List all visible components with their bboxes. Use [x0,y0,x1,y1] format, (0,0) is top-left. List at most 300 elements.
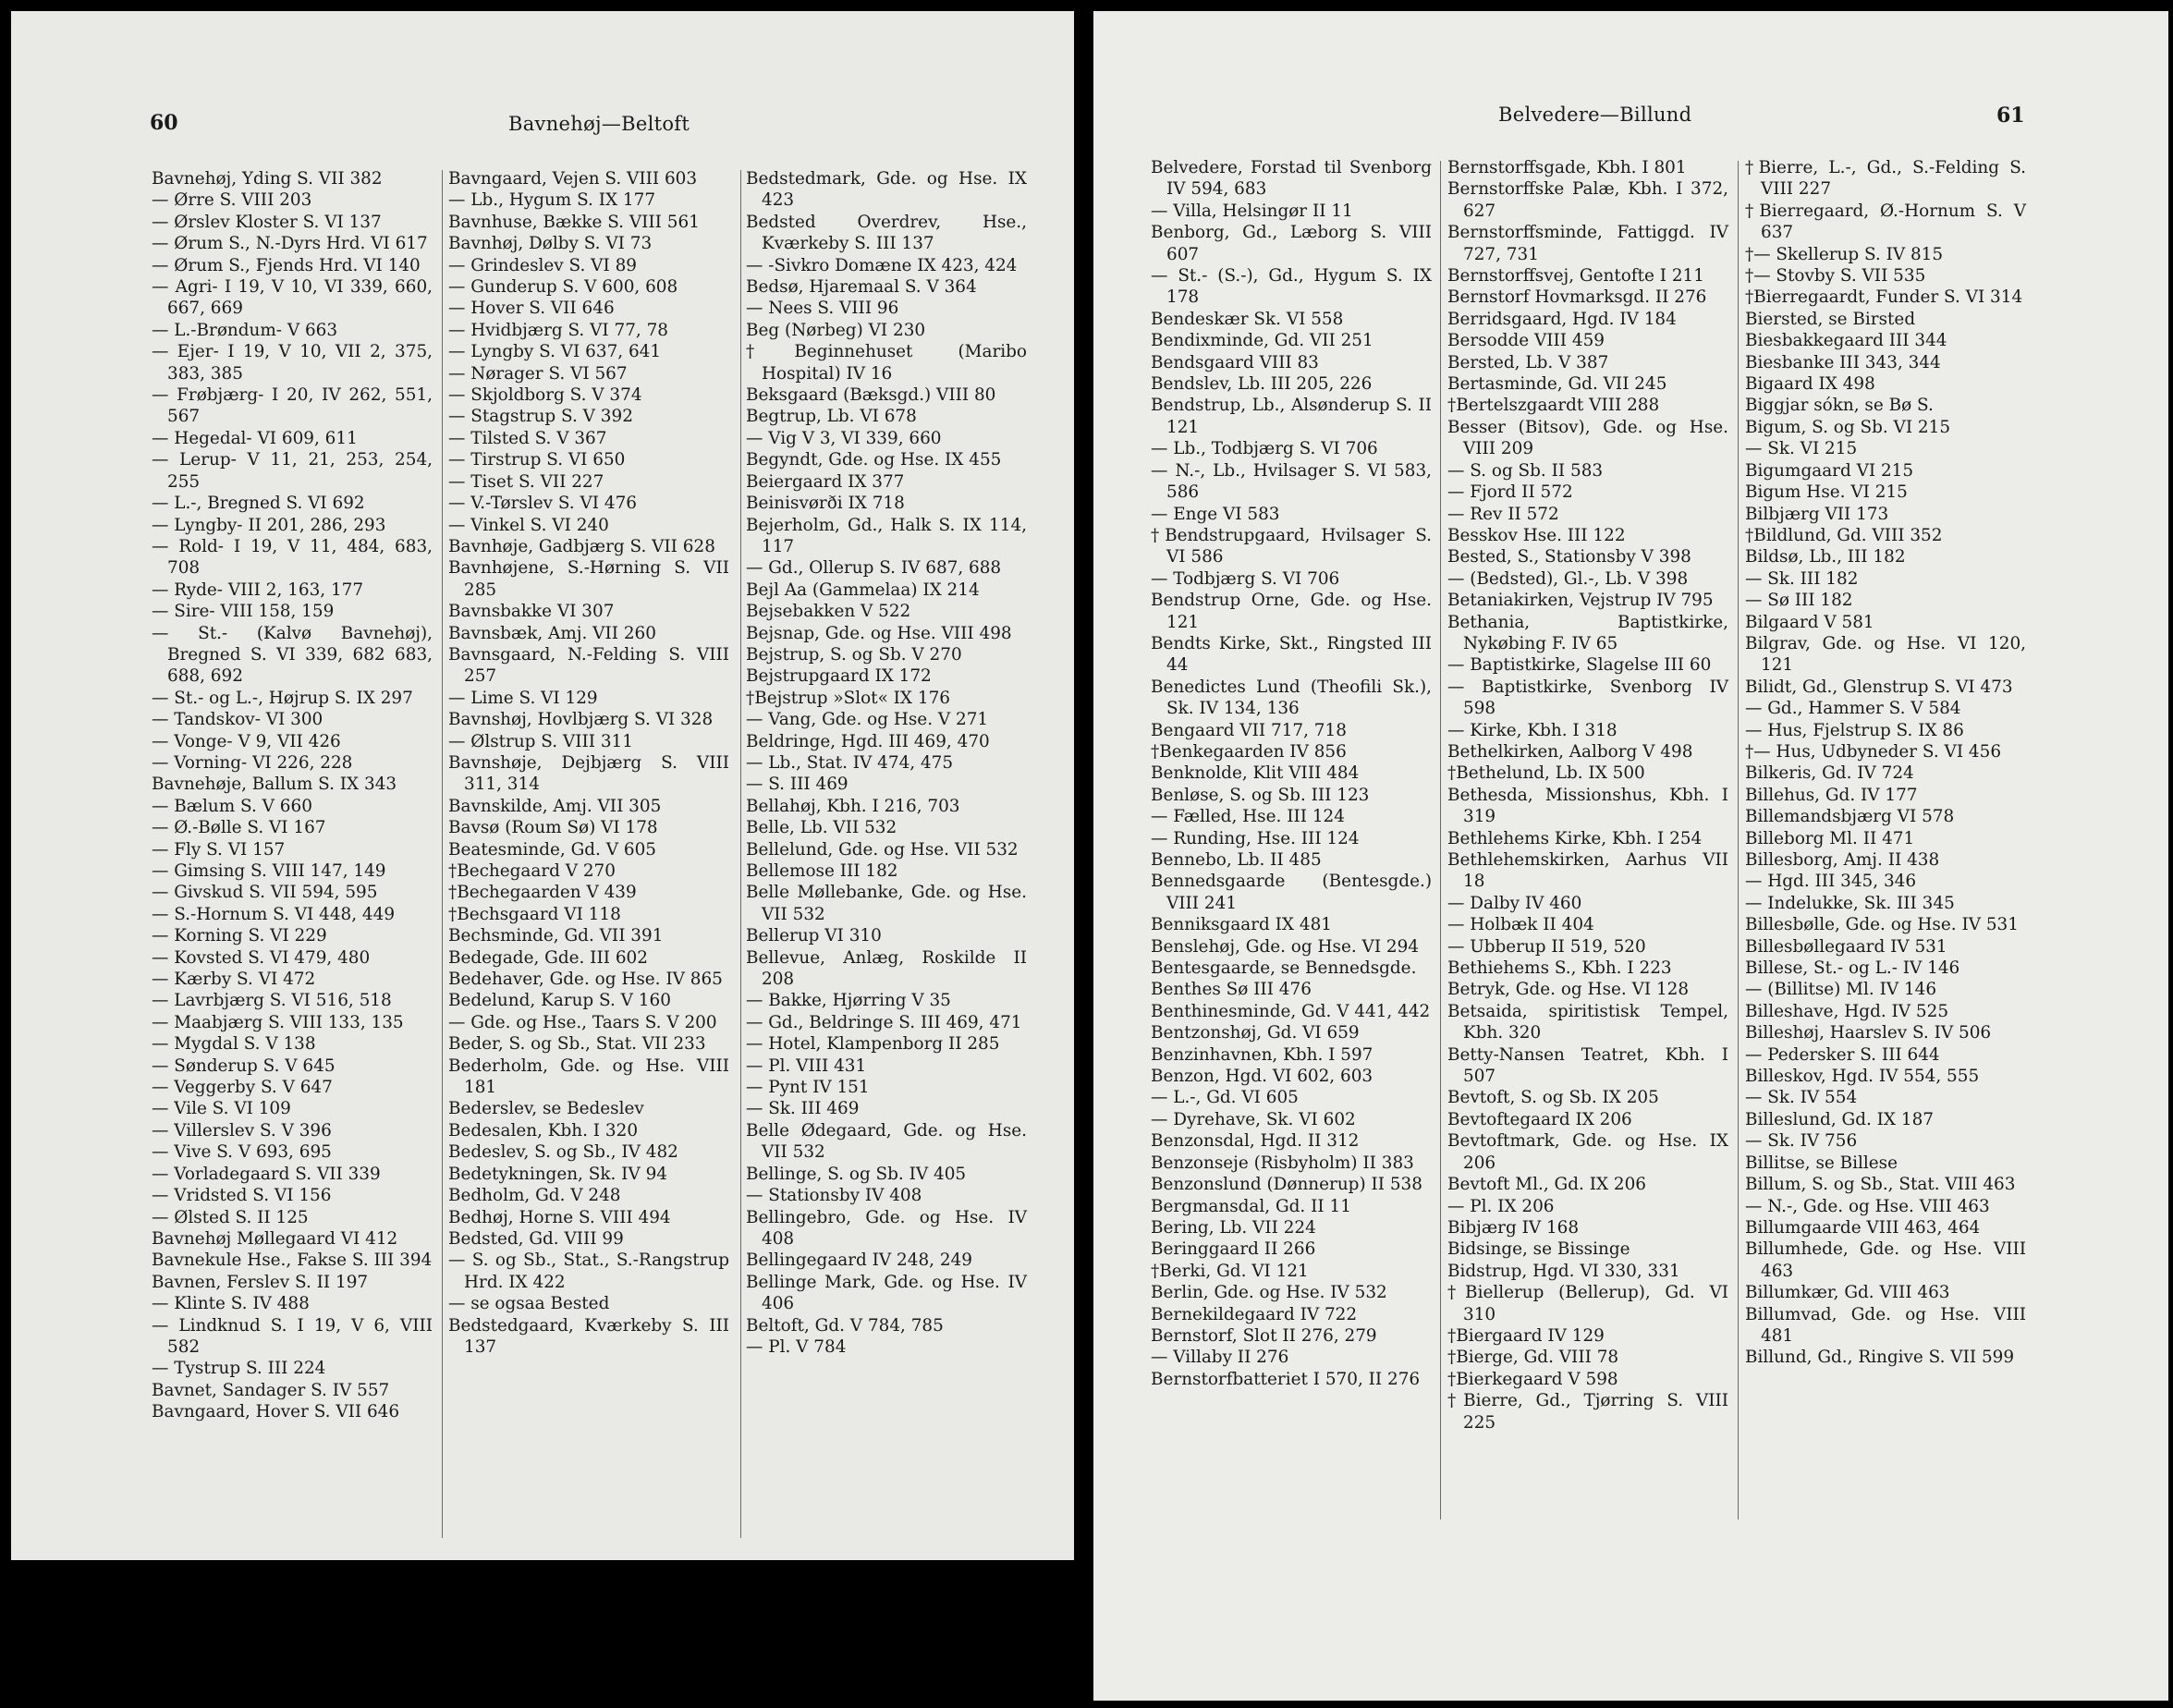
index-entry: Bethlehems Kirke, Kbh. I 254 [1447,828,1703,848]
index-entry: Bejsnap, Gde. og Hse. VIII 498 [746,623,1012,643]
index-entry: Bernstorf Hovmarksgd. II 276 [1447,287,1707,308]
index-entry: Bilbjærg VII 173 [1745,504,1889,524]
index-entry: Bersodde VIII 459 [1447,331,1605,351]
index-entry: — Gd., Hammer S. V 584 [1745,699,1961,719]
index-entry: — Rold- I 19, V 11, 484, 683, 708 [152,536,433,579]
left-page-number: 60 [150,111,178,135]
index-entry: Bethlehemskirken, Aarhus VII 18 [1447,850,1728,892]
index-entry: Bedelund, Karup S. V 160 [448,991,671,1011]
index-entry: — Pl. VIII 431 [746,1055,867,1076]
index-entry: Billesbølle, Gde. og Hse. IV 531 [1745,915,2019,935]
index-entry: Bentesgaarde, se Bennedsgde. [1151,958,1417,979]
index-entry: Bederslev, se Bedeslev [448,1099,644,1119]
index-entry: Bildsø, Lb., III 182 [1745,547,1906,567]
index-entry: Beldringe, Hgd. III 469, 470 [746,731,990,751]
index-entry: — Grindeslev S. VI 89 [448,255,637,275]
index-entry: — Veggerby S. V 647 [152,1078,333,1098]
index-entry: — Fælled, Hse. III 124 [1151,807,1345,827]
index-entry: Bernstorfbatteriet I 570, II 276 [1151,1369,1421,1389]
index-entry: Bavnhuse, Bække S. VIII 561 [448,212,700,232]
index-entry: — Hus, Fjelstrup S. IX 86 [1745,720,1964,740]
index-entry: — Holbæk II 404 [1447,915,1594,935]
index-entry: — Sønderup S. V 645 [152,1055,336,1076]
index-entry: Bejl Aa (Gammelaa) IX 214 [746,580,980,600]
index-entry: Bavnehøj Møllegaard VI 412 [152,1228,398,1249]
index-entry: — Vinkel S. VI 240 [448,515,609,535]
index-entry: Beinisvørði IX 718 [746,494,905,514]
index-entry: — Dyrehave, Sk. VI 602 [1151,1109,1356,1129]
index-entry: — Baptistkirke, Slagelse III 60 [1447,655,1712,676]
index-entry: — Klinte S. IV 488 [152,1294,310,1314]
index-entry: Bertasminde, Gd. VII 245 [1447,374,1667,395]
index-entry: — Enge VI 583 [1151,504,1280,524]
index-entry: — Lyngby- II 201, 286, 293 [152,515,386,535]
index-entry: — Pl. V 784 [746,1336,847,1357]
index-entry: — Lb., Stat. IV 474, 475 [746,752,954,773]
index-entry: — Bælum S. V 660 [152,796,312,816]
index-entry: Bellelund, Gde. og Hse. VII 532 [746,839,1019,860]
index-entry: Billum, S. og Sb., Stat. VIII 463 [1745,1175,2016,1195]
index-entry: Bethania, Baptistkirke, Nykøbing F. IV 65 [1447,612,1728,653]
left-page [11,11,1074,1560]
index-entry: Bernstorffsgade, Kbh. I 801 [1447,158,1687,177]
index-entry: †— Hus, Udbyneder S. VI 456 [1745,741,2002,762]
index-entry: Benzon, Hgd. VI 602, 603 [1151,1067,1373,1087]
index-entry: †Bierregaardt, Funder S. VI 314 [1745,287,2023,308]
index-entry: Bavnet, Sandager S. IV 557 [152,1380,390,1400]
index-entry: — Givskud S. VII 594, 595 [152,883,378,903]
right-column-divider-2 [1738,161,1739,1519]
index-entry: Bennedsgaarde (Bentesgde.) VIII 241 [1151,872,1432,913]
index-entry: — Fly S. VI 157 [152,839,286,860]
index-entry: — Ubberup II 519, 520 [1447,936,1646,957]
index-entry: Bernekildegaard IV 722 [1151,1304,1358,1324]
index-entry: Bavnhøjene, S.-Hørning S. VII 285 [448,558,729,600]
index-entry: Bedegade, Gde. III 602 [448,947,648,968]
index-entry: Benthes Sø III 476 [1151,980,1312,1000]
index-entry: Bedstedmark, Gde. og Hse. IX 423 [746,169,1027,211]
index-entry: Bilgaard V 581 [1745,612,1874,632]
index-entry: — Hegedal- VI 609, 611 [152,428,358,448]
right-page [1093,11,2168,1701]
index-entry: Benedictes Lund (Theofili Sk.), Sk. IV 134, 136 [1151,677,1432,719]
index-entry: — Fjord II 572 [1447,482,1573,503]
index-entry: Bejerholm, Gd., Halk S. IX 114, 117 [746,515,1027,556]
index-entry: — Ørum S., Fjends Hrd. VI 140 [152,255,421,275]
index-entry: Billumkær, Gd. VIII 463 [1745,1283,1950,1303]
index-entry: — Ørslev Kloster S. VI 137 [152,212,382,232]
index-entry: — Todbjærg S. VI 706 [1151,568,1340,589]
index-entry: †Benkegaarden IV 856 [1151,741,1347,762]
index-entry: Benzonsdal, Hgd. II 312 [1151,1131,1360,1152]
index-entry: Benniksgaard IX 481 [1151,915,1332,935]
index-entry: Bavnekule Hse., Fakse S. III 394 [152,1250,433,1271]
index-entry: †Bejstrup »Slot« IX 176 [746,688,950,708]
left-column-divider-2 [740,170,741,1538]
index-entry: Betsaida, spiritistisk Tempel, Kbh. 320 [1447,1001,1728,1043]
index-entry: — Tilsted S. V 367 [448,428,607,448]
index-entry: — St.- (S.-), Gd., Hygum S. IX 178 [1151,266,1432,308]
index-entry: — Agri- I 19, V 10, VI 339, 660, 667, 669 [152,277,433,319]
index-entry: — Dalby IV 460 [1447,893,1582,913]
index-entry: †Bierre, L.-, Gd., S.-Felding S. VIII 227 [1745,158,2026,200]
index-entry: Bendts Kirke, Skt., Ringsted III 44 [1151,633,1432,676]
index-entry: Beltoft, Gd. V 784, 785 [746,1315,944,1336]
index-entry: Bentzonshøj, Gd. VI 659 [1151,1023,1360,1043]
index-entry: Billeborg Ml. II 471 [1745,828,1915,848]
left-column-2 [448,168,729,1358]
index-entry: †Bertelszgaardt VIII 288 [1447,396,1660,416]
index-entry: Beg (Nørbeg) VI 230 [746,320,926,340]
index-entry: — L.-Brøndum- V 663 [152,320,338,340]
index-entry: Bederholm, Gde. og Hse. VIII 181 [448,1055,729,1098]
index-entry: Bejstrupgaard IX 172 [746,666,932,687]
index-entry: — Sk. IV 756 [1745,1131,1858,1152]
index-entry: — Sø III 182 [1745,591,1853,611]
index-entry: Bavnen, Ferslev S. II 197 [152,1272,369,1292]
index-entry: Bavngaard, Vejen S. VIII 603 [448,169,698,189]
index-entry: †Bierregaard, Ø.-Hornum S. V 637 [1745,201,2026,243]
index-entry: — Kovsted S. VI 479, 480 [152,947,371,968]
index-entry: Berridsgaard, Hgd. IV 184 [1447,309,1677,329]
index-entry: — Pynt IV 151 [746,1078,870,1098]
index-entry: Bechsminde, Gd. VII 391 [448,926,664,946]
right-column-2 [1447,157,1728,1434]
index-entry: Bethiehems S., Kbh. I 223 [1447,958,1672,979]
index-entry: Benknolde, Klit VIII 484 [1151,763,1360,784]
left-column-3 [746,168,1027,1358]
index-entry: Beksgaard (Bæksgd.) VIII 80 [746,385,996,406]
index-entry: Bavnhøje, Gadbjærg S. VII 628 [448,536,715,556]
index-entry: Bavnsbæk, Amj. VII 260 [448,623,656,643]
index-entry: Bidsinge, se Bissinge [1447,1239,1630,1260]
index-entry: †Bechegaard V 270 [448,861,616,881]
index-entry: — Ølstrup S. VIII 311 [448,731,633,751]
index-entry: — Skjoldborg S. V 374 [448,385,642,406]
index-entry: — Vig V 3, VI 339, 660 [746,428,942,448]
index-entry: — Rev II 572 [1447,504,1559,524]
index-entry: Benzonslund (Dønnerup) II 538 [1151,1175,1422,1195]
index-entry: Billeskov, Hgd. IV 554, 555 [1745,1067,1980,1087]
index-entry: Benzinhavnen, Kbh. I 597 [1151,1044,1373,1065]
index-entry: Bering, Lb. VII 224 [1151,1217,1316,1238]
index-entry: Bengaard VII 717, 718 [1151,720,1347,740]
index-entry: Bendeskær Sk. VI 558 [1151,309,1344,329]
index-entry: — Ørum S., N.-Dyrs Hrd. VI 617 [152,234,428,254]
index-entry: Bellahøj, Kbh. I 216, 703 [746,796,960,816]
index-entry: †Biellerup (Bellerup), Gd. VI 310 [1447,1283,1728,1324]
index-entry: †Beginnehuset (Maribo Hospital) IV 16 [746,342,1027,384]
index-entry: — Gde. og Hse., Taars S. V 200 [448,1012,717,1032]
index-entry: — Ryde- VIII 2, 163, 177 [152,580,364,600]
index-entry: Bedetykningen, Sk. IV 94 [448,1164,667,1184]
index-entry: — Indelukke, Sk. III 345 [1745,893,1955,913]
index-entry: — Gunderup S. V 600, 608 [448,277,678,298]
index-entry: Bavsø (Roum Sø) VI 178 [448,818,658,838]
index-entry: — Villaby II 276 [1151,1348,1289,1368]
index-entry: — Ejer- I 19, V 10, VII 2, 375, 383, 385 [152,342,433,384]
index-entry: — St.- (Kalvø Bavnehøj), Bregned S. VI 339, 682 683, 688, 692 [152,623,433,687]
right-column-3 [1745,157,2026,1369]
index-entry: Bedsted, Gd. VIII 99 [448,1228,624,1249]
index-entry: — (Billitse) Ml. IV 146 [1745,980,1937,1000]
index-entry: — se ogsaa Bested [448,1294,610,1314]
index-entry: Bellinge Mark, Gde. og Hse. IV 406 [746,1272,1027,1314]
index-entry: — Sk. III 469 [746,1099,860,1119]
index-entry: Bedsø, Hjaremaal S. V 364 [746,277,977,298]
index-entry: — Hotel, Klampenborg II 285 [746,1034,1000,1055]
index-entry: — Lime S. VI 129 [448,688,598,708]
index-entry: — Sire- VIII 158, 159 [152,602,335,622]
index-entry: Billumhede, Gde. og Hse. VIII 463 [1745,1239,2026,1281]
index-entry: — S. og Sb., Stat., S.-Rangstrup Hrd. IX 422 [448,1250,729,1292]
index-entry: Belle Møllebanke, Gde. og Hse. VII 532 [746,883,1027,924]
index-entry: Bigumgaard VI 215 [1745,460,1914,481]
index-entry: — L.-, Gd. VI 605 [1151,1088,1299,1108]
index-entry: †Bierre, Gd., Tjørring S. VIII 225 [1447,1391,1728,1433]
index-entry: — Sk. III 182 [1745,568,1859,589]
index-entry: Bavnshøj, Hovlbjærg S. VI 328 [448,710,714,730]
index-entry: — Vile S. VI 109 [152,1099,291,1119]
index-entry: Billemandsbjærg VI 578 [1745,807,1955,827]
index-entry: — Pedersker S. III 644 [1745,1044,1940,1065]
index-entry: †Bierge, Gd. VIII 78 [1447,1348,1619,1368]
index-entry: Betryk, Gde. og Hse. VI 128 [1447,980,1690,1000]
index-entry: Bavnskilde, Amj. VII 305 [448,796,662,816]
index-entry: — Vorladegaard S. VII 339 [152,1164,381,1184]
index-entry: — -Sivkro Domæne IX 423, 424 [746,255,1018,275]
index-entry: — Vonge- V 9, VII 426 [152,731,341,751]
index-entry: Bavnhøj, Dølby S. VI 73 [448,234,653,254]
index-entry: Bejsebakken V 522 [746,602,911,622]
index-entry: — Kirke, Kbh. I 318 [1447,720,1618,740]
index-entry: †Berki, Gd. VI 121 [1151,1261,1309,1281]
index-entry: Bedehaver, Gde. og Hse. IV 865 [448,970,723,990]
index-entry: Bellevue, Anlæg, Roskilde II 208 [746,947,1027,990]
index-entry: Billeslund, Gd. IX 187 [1745,1109,1934,1129]
index-entry: Bavnsbakke VI 307 [448,602,615,622]
index-entry: Berlin, Gde. og Hse. IV 532 [1151,1283,1387,1303]
index-entry: †Biergaard IV 129 [1447,1325,1605,1346]
right-page-number: 61 [1996,104,2025,128]
index-entry: — N.-, Gde. og Hse. VIII 463 [1745,1196,1990,1216]
index-entry: — Vive S. V 693, 695 [152,1142,332,1163]
index-entry: — Vang, Gde. og Hse. V 271 [746,710,989,730]
index-entry: — Pl. IX 206 [1447,1196,1555,1216]
index-entry: — S. og Sb. II 583 [1447,460,1604,481]
index-entry: †Bildlund, Gd. VIII 352 [1745,525,1943,545]
index-entry: Bavnehøje, Ballum S. IX 343 [152,775,397,795]
index-entry: — Hover S. VII 646 [448,299,615,319]
index-entry: — Lb., Todbjærg S. VI 706 [1151,439,1378,459]
index-entry: — Vridsted S. VI 156 [152,1186,332,1206]
index-entry: Billitse, se Billese [1745,1153,1898,1173]
index-entry: †Bethelund, Lb. IX 500 [1447,763,1645,784]
index-entry: Bavnehøj, Yding S. VII 382 [152,169,383,189]
index-entry: Bendstrup Orne, Gde. og Hse. 121 [1151,591,1432,632]
index-entry: Beder, S. og Sb., Stat. VII 233 [448,1034,706,1055]
left-running-head: Bavnehøj—Beltoft [508,113,690,135]
index-entry: Bested, S., Stationsby V 398 [1447,547,1691,567]
index-entry: Bedsted Overdrev, Hse., Kværkeby S. III 137 [746,212,1027,254]
index-entry: †— Stovby S. VII 535 [1745,266,1926,287]
index-entry: Bigum Hse. VI 215 [1745,482,1908,503]
index-entry: — Tirstrup S. VI 650 [448,450,626,470]
index-entry: Bendixminde, Gd. VII 251 [1151,331,1373,351]
index-entry: — Lindknud S. I 19, V 6, VIII 582 [152,1315,433,1357]
index-entry: Billumvad, Gde. og Hse. VIII 481 [1745,1304,2026,1346]
index-entry: Bedeslev, S. og Sb., IV 482 [448,1142,678,1163]
index-entry: — Ølsted S. II 125 [152,1207,309,1227]
index-entry: Bejstrup, S. og Sb. V 270 [746,644,962,665]
index-entry: Bibjærg IV 168 [1447,1217,1580,1238]
index-entry: Bendstrup, Lb., Alsønderup S. II 121 [1151,396,1432,437]
index-entry: — Hgd. III 345, 346 [1745,872,1917,892]
index-entry: Billese, St.- og L.- IV 146 [1745,958,1960,979]
index-entry: Bethesda, Missionshus, Kbh. I 319 [1447,785,1728,827]
index-entry: — Nørager S. VI 567 [448,363,628,384]
index-entry: Belle, Lb. VII 532 [746,818,897,838]
index-entry: — Gd., Ollerup S. IV 687, 688 [746,558,1002,579]
index-entry: — Vorning- VI 226, 228 [152,752,353,773]
index-entry: Bavngaard, Hover S. VII 646 [152,1402,400,1422]
index-entry: Bilgrav, Gde. og Hse. VI 120, 121 [1745,633,2026,676]
index-entry: Bernstorffsminde, Fattiggd. IV 727, 731 [1447,223,1728,264]
index-entry: — Villa, Helsingør II 11 [1151,201,1353,221]
index-entry: — Nees S. VIII 96 [746,299,899,319]
index-entry: Bavnsgaard, N.-Felding S. VIII 257 [448,644,729,687]
index-entry: — Stationsby IV 408 [746,1186,922,1206]
index-entry: — S.-Hornum S. VI 448, 449 [152,904,396,924]
index-entry: — Lyngby S. VI 637, 641 [448,342,662,362]
index-entry: — Ørre S. VIII 203 [152,190,312,211]
index-entry: — Lb., Hygum S. IX 177 [448,190,656,211]
right-column-divider-1 [1440,161,1441,1519]
index-entry: — Tystrup S. III 224 [152,1359,326,1379]
index-entry: Bevtoft, S. og Sb. IX 205 [1447,1088,1659,1108]
index-entry: †Bendstrupgaard, Hvilsager S. VI 586 [1151,525,1432,567]
index-entry: — (Bedsted), Gl.-, Lb. V 398 [1447,568,1689,589]
index-entry: Bevtoft Ml., Gd. IX 206 [1447,1175,1647,1195]
index-entry: Besser (Bitsov), Gde. og Hse. VIII 209 [1447,417,1728,459]
index-entry: Beiergaard IX 377 [746,471,905,492]
index-entry: Benborg, Gd., Læborg S. VIII 607 [1151,223,1432,264]
index-entry: — Tandskov- VI 300 [152,710,324,730]
index-entry: Billund, Gd., Ringive S. VII 599 [1745,1348,2015,1368]
index-entry: — L.-, Bregned S. VI 692 [152,494,365,514]
index-entry: Bernstorffske Palæ, Kbh. I 372, 627 [1447,179,1728,221]
index-entry: Bersted, Lb. V 387 [1447,352,1609,372]
index-entry: Bellingegaard IV 248, 249 [746,1250,972,1271]
index-entry: — V.-Tørslev S. VI 476 [448,494,637,514]
index-entry: Besskov Hse. III 122 [1447,525,1626,545]
index-entry: †— Skellerup S. IV 815 [1745,244,1944,264]
index-entry: — Maabjærg S. VIII 133, 135 [152,1012,404,1032]
index-entry: Bernstorffsvej, Gentofte I 211 [1447,266,1704,287]
index-entry: Billehus, Gd. IV 177 [1745,785,1918,805]
index-entry: Billesborg, Amj. II 438 [1745,850,1940,870]
index-entry: Billeshøj, Haarslev S. IV 506 [1745,1023,1992,1043]
index-entry: Betaniakirken, Vejstrup IV 795 [1447,591,1714,611]
index-entry: Bavnshøje, Dejbjærg S. VIII 311, 314 [448,752,729,795]
index-entry: Bedhøj, Horne S. VIII 494 [448,1207,671,1227]
index-entry: Billesbøllegaard IV 531 [1745,936,1947,957]
index-entry: Bilkeris, Gd. IV 724 [1745,763,1914,784]
index-entry: — Ø.-Bølle S. VI 167 [152,818,326,838]
index-entry: — Stagstrup S. V 392 [448,407,633,427]
index-entry: Bigum, S. og Sb. VI 215 [1745,417,1951,437]
index-entry: Bedstedgaard, Kværkeby S. III 137 [448,1315,729,1357]
right-running-head: Belvedere—Billund [1498,104,1692,126]
index-entry: Billeshave, Hgd. IV 525 [1745,1001,1949,1021]
index-entry: — Baptistkirke, Svenborg IV 598 [1447,677,1728,719]
index-entry: Benzonseje (Risbyholm) II 383 [1151,1153,1414,1173]
index-entry: Billumgaarde VIII 463, 464 [1745,1217,1981,1238]
index-entry: Bellerup VI 310 [746,926,882,946]
index-entry: — Sk. VI 215 [1745,439,1858,459]
index-entry: — Lerup- V 11, 21, 253, 254, 255 [152,450,433,492]
left-column-divider-1 [442,170,443,1538]
index-entry: Biesbakkegaard III 344 [1745,331,1947,351]
index-entry: — Tiset S. VII 227 [448,471,604,492]
index-entry: Bidstrup, Hgd. VI 330, 331 [1447,1261,1680,1281]
index-entry: Beringgaard II 266 [1151,1239,1316,1260]
index-entry: Bedesalen, Kbh. I 320 [448,1120,639,1141]
index-entry: — Gimsing S. VIII 147, 149 [152,861,386,881]
index-entry: — St.- og L.-, Højrup S. IX 297 [152,688,413,708]
index-entry: — Lavrbjærg S. VI 516, 518 [152,991,392,1011]
index-entry: Benslehøj, Gde. og Hse. VI 294 [1151,936,1420,957]
index-entry: Belle Ødegaard, Gde. og Hse. VII 532 [746,1120,1027,1163]
index-entry: Bennebo, Lb. II 485 [1151,850,1322,870]
index-entry: Betty-Nansen Teatret, Kbh. I 507 [1447,1044,1728,1087]
index-entry: — N.-, Lb., Hvilsager S. VI 583, 586 [1151,460,1432,503]
index-entry: Bethelkirken, Aalborg V 498 [1447,741,1693,762]
index-entry: Bernstorf, Slot II 276, 279 [1151,1325,1377,1346]
index-entry: Bendsgaard VIII 83 [1151,352,1319,372]
index-entry: — Frøbjærg- I 20, IV 262, 551, 567 [152,385,433,427]
left-column-1 [152,168,433,1423]
index-entry: Bedholm, Gd. V 248 [448,1186,621,1206]
index-entry: Bevtoftmark, Gde. og Hse. IX 206 [1447,1131,1728,1173]
index-entry: — Villerslev S. V 396 [152,1120,332,1141]
index-entry: — Hvidbjærg S. VI 77, 78 [448,320,669,340]
index-entry: Bendslev, Lb. III 205, 226 [1151,374,1373,395]
index-entry: — Korning S. VI 229 [152,926,327,946]
index-entry: Bellemose III 182 [746,861,898,881]
index-entry: Biesbanke III 343, 344 [1745,352,1941,372]
index-entry: Bigaard IX 498 [1745,374,1875,395]
index-entry: Belvedere, Forstad til Svenborg IV 594, 683 [1151,158,1432,200]
right-column-1 [1151,157,1432,1390]
index-entry: — Bakke, Hjørring V 35 [746,991,951,1011]
index-entry: †Bechsgaard VI 118 [448,904,621,924]
index-entry: †Bierkegaard V 598 [1447,1369,1618,1389]
index-entry: — Kærby S. VI 472 [152,970,316,990]
index-entry: †Bechegaarden V 439 [448,883,637,903]
index-entry: Bellinge, S. og Sb. IV 405 [746,1164,967,1184]
index-entry: — S. III 469 [746,775,848,795]
index-entry: — Sk. IV 554 [1745,1088,1858,1108]
index-entry: — Runding, Hse. III 124 [1151,828,1360,848]
index-entry: Bilidt, Gd., Glenstrup S. VI 473 [1745,677,2013,697]
index-entry: Biggjar sókn, se Bø S. [1745,396,1934,416]
index-entry: Beatesminde, Gd. V 605 [448,839,656,860]
index-entry: — Gd., Beldringe S. III 469, 471 [746,1012,1022,1032]
index-entry: Biersted, se Birsted [1745,309,1916,329]
index-entry: Begyndt, Gde. og Hse. IX 455 [746,450,1002,470]
index-entry: Bellingebro, Gde. og Hse. IV 408 [746,1207,1027,1249]
